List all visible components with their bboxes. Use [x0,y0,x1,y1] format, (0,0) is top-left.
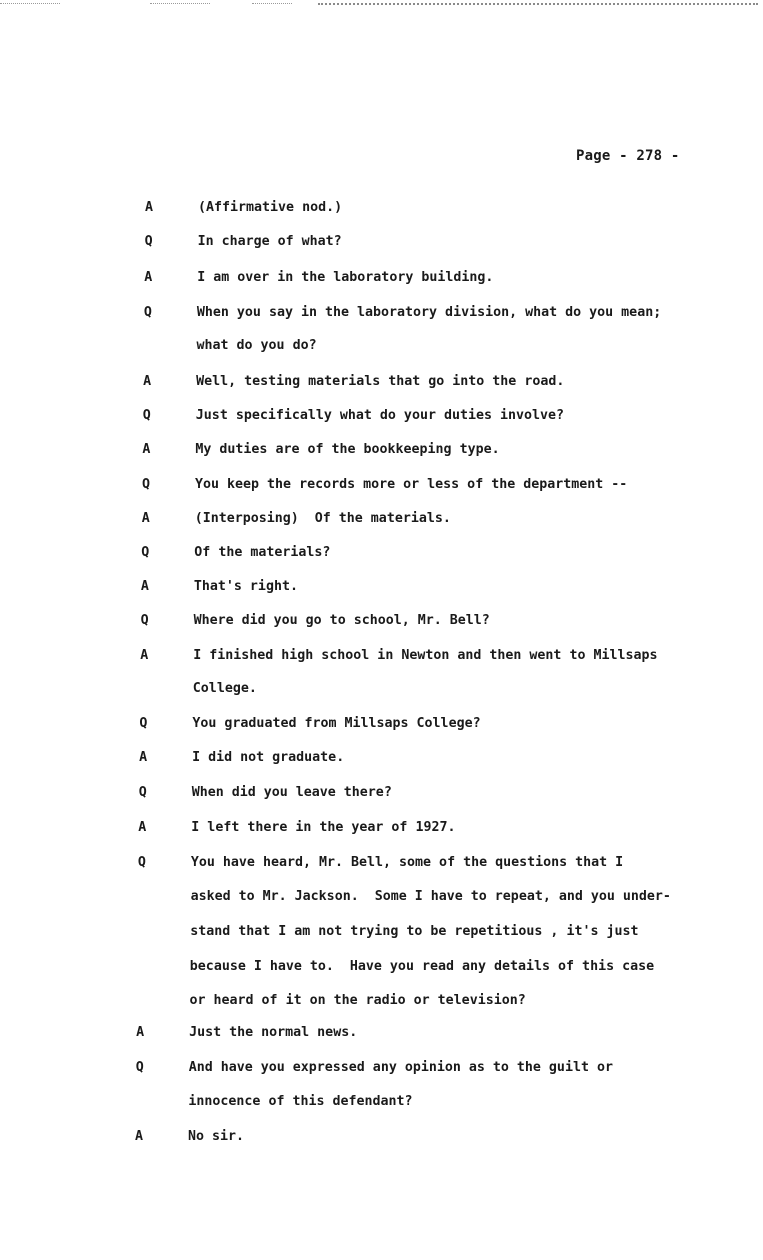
speaker-label: Q [144,234,153,249]
transcript-line [0,1092,763,1112]
line-text: Just the normal news. [189,1025,358,1040]
transcript-line [0,1127,763,1147]
line-text: Well, testing materials that go into the road. [196,374,565,389]
speaker-label: Q [143,305,152,320]
speaker-label: A [141,511,150,526]
transcript-line [0,198,763,218]
speaker-label: A [140,648,149,663]
transcript-line [0,818,763,838]
line-text: Of the materials? [194,545,331,560]
transcript-line [0,1058,763,1078]
speaker-label: Q [139,716,148,731]
line-text: or heard of it on the radio or television? [189,993,526,1008]
line-text: I finished high school in Newton and then went to Millsaps [193,648,658,663]
line-text: asked to Mr. Jackson. Some I have to repeat, and you under- [190,889,671,904]
line-text: When did you leave there? [191,785,392,800]
transcript-line [0,783,763,803]
transcript-line [0,922,763,942]
line-text: You keep the records more or less of the department -- [195,477,628,492]
transcript-line [0,853,763,873]
line-text: (Affirmative nod.) [198,200,343,215]
speaker-label: Q [138,785,147,800]
speaker-label: A [144,270,153,285]
transcript-line [0,714,763,734]
speaker-label: A [139,750,148,765]
transcript-line [0,957,763,977]
transcript-line [0,543,763,563]
transcript-line [0,509,763,529]
transcript-line [0,611,763,631]
transcript-line [0,748,763,768]
line-text: In charge of what? [197,234,342,249]
speaker-label: Q [142,477,151,492]
speaker-label: A [135,1129,144,1144]
page-number: Page - 278 - [576,148,680,164]
line-text: That's right. [193,579,298,594]
line-text: You have heard, Mr. Bell, some of the questions that I [190,855,624,870]
line-text: No sir. [188,1129,245,1144]
line-text: I am over in the laboratory building. [197,270,494,285]
speaker-label: Q [137,855,146,870]
transcript-line [0,440,763,460]
line-text: When you say in the laboratory division, what do you mean; [196,305,662,320]
speaker-label: A [142,442,151,457]
speaker-label: A [138,820,147,835]
line-text: My duties are of the bookkeeping type. [195,442,500,457]
transcript-line [0,577,763,597]
line-text: And have you expressed any opinion as to the guilt or [188,1060,613,1075]
transcript-line [0,303,763,323]
transcript-line [0,372,763,392]
line-text: Just specifically what do your duties involve? [195,408,565,423]
transcript-line [0,406,763,426]
speaker-label: Q [140,613,149,628]
transcript-line [0,679,763,699]
line-text: You graduated from Millsaps College? [192,716,481,731]
transcript-line [0,991,763,1011]
transcript-line [0,887,763,907]
transcript-line [0,475,763,495]
transcript-line [0,336,763,356]
transcript-line [0,268,763,288]
transcript-line [0,232,763,252]
speaker-label: A [143,374,152,389]
line-text: I left there in the year of 1927. [191,820,456,835]
line-text: because I have to. Have you read any details of this case [189,959,655,974]
speaker-label: A [140,579,149,594]
transcript-line [0,646,763,666]
line-text: I did not graduate. [192,750,345,765]
line-text: College. [192,681,257,696]
line-text: stand that I am not trying to be repetitious , it's just [190,924,639,939]
speaker-label: Q [135,1060,144,1075]
speaker-label: A [145,200,154,215]
speaker-label: Q [142,408,151,423]
line-text: what do you do? [196,338,317,353]
speaker-label: Q [141,545,150,560]
speaker-label: A [136,1025,145,1040]
line-text: innocence of this defendant? [188,1094,413,1109]
line-text: (Interposing) Of the materials. [194,511,451,526]
transcript-line [0,1023,763,1043]
line-text: Where did you go to school, Mr. Bell? [193,613,490,628]
